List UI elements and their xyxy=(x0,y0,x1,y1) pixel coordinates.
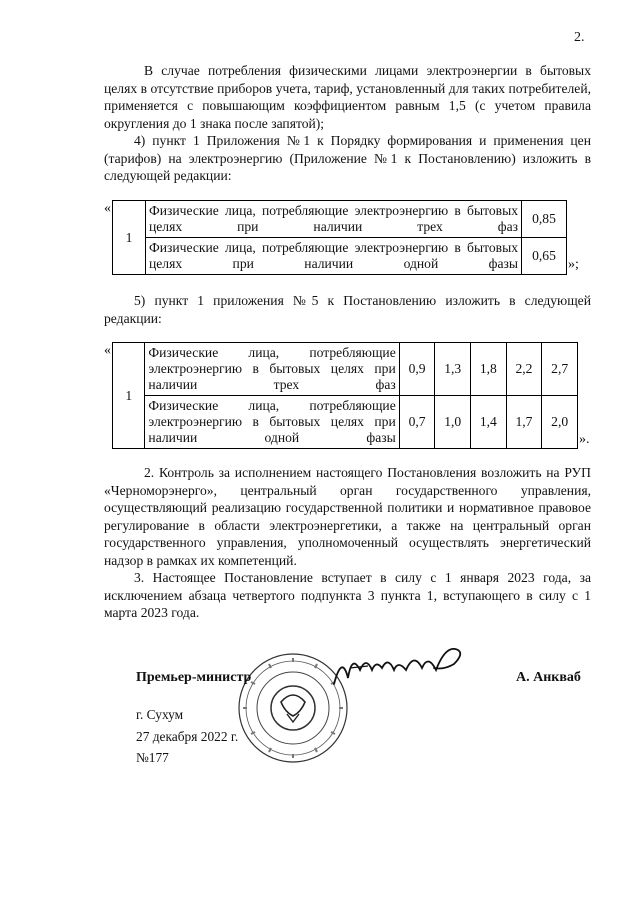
paragraph-item-5: 5) пункт 1 приложения №5 к Постановлению изложить в следующей редакции: xyxy=(104,293,591,326)
signatory-name: А. Анкваб xyxy=(516,670,581,685)
document-number: №177 xyxy=(136,750,169,765)
table-row xyxy=(113,396,578,449)
value-cell: 1,8 xyxy=(471,343,507,396)
description-cell: Физические лица, потребляющие электроэнергию в бытовых целях при наличии одной фазы xyxy=(145,396,399,449)
signatory-position: Премьер-министр xyxy=(136,670,252,685)
table2-close-quote: ». xyxy=(579,432,590,447)
tariff-table-2 xyxy=(112,342,578,449)
value-cell: 2,7 xyxy=(542,343,578,396)
table-row xyxy=(113,201,567,238)
paragraph-3: 3. Настоящее Постановление вступает в силу с 1 января 2023 года, за исключением абзаца четвертого подпункта 3 пункта 1, вступающего в силу с 1 марта 2023 года. xyxy=(104,570,591,620)
table-row xyxy=(113,343,578,396)
value-cell: 0,65 xyxy=(522,238,567,275)
value-cell: 1,3 xyxy=(435,343,471,396)
value-cell: 0,7 xyxy=(399,396,435,449)
table-row xyxy=(113,238,567,275)
value-cell: 2,2 xyxy=(506,343,542,396)
value-cell: 0,85 xyxy=(522,201,567,238)
paragraph-item-4: 4) пункт 1 Приложения №1 к Порядку формирования и применения цен (тарифов) на электроэнергию (Приложение №1 к Постановлению) изложить в следующей редакции: xyxy=(104,133,591,183)
signing-place: г. Сухум xyxy=(136,707,184,722)
value-cell: 1,4 xyxy=(471,396,507,449)
value-cell: 2,0 xyxy=(542,396,578,449)
table2-open-quote: « xyxy=(104,343,111,358)
page-number: 2. xyxy=(574,30,585,45)
description-cell: Физические лица, потребляющие электроэнергию в бытовых целях при наличии трех фаз xyxy=(145,343,399,396)
value-cell: 0,9 xyxy=(399,343,435,396)
tariff-table-1 xyxy=(112,200,567,275)
value-cell: 1,7 xyxy=(506,396,542,449)
description-cell: Физические лица, потребляющие электроэнергию в бытовых целях при наличии одной фазы xyxy=(146,238,522,275)
table1-open-quote: « xyxy=(104,201,111,216)
table1-close-quote: »; xyxy=(568,257,579,272)
value-cell: 1,0 xyxy=(435,396,471,449)
description-cell: Физические лица, потребляющие электроэнергию в бытовых целях при наличии трех фаз xyxy=(146,201,522,238)
handwritten-signature-icon xyxy=(330,648,470,692)
row-number-cell: 1 xyxy=(113,201,146,275)
paragraph-2: 2. Контроль за исполнением настоящего Постановления возложить на РУП «Черноморэнерго», центральный орган государственного управления, осуществляющий реализацию государственной политики и нормативное правовое регулирование в области электроэнергетики, а также на центральный орган государственного управления, уполномоченный осуществлять энергетический надзор в рамках их компетенций. xyxy=(104,465,591,568)
paragraph-tariff-coefficient: В случае потребления физическими лицами электроэнергии в бытовых целях в отсутствие приборов учета, тариф, установленный для таких потребителей, применяется с повышающим коэффициентом равным 1,5 (с учетом правила округления до 1 знака после запятой); xyxy=(104,63,591,131)
signing-date: 27 декабря 2022 г. xyxy=(136,729,239,744)
row-number-cell: 1 xyxy=(113,343,145,449)
